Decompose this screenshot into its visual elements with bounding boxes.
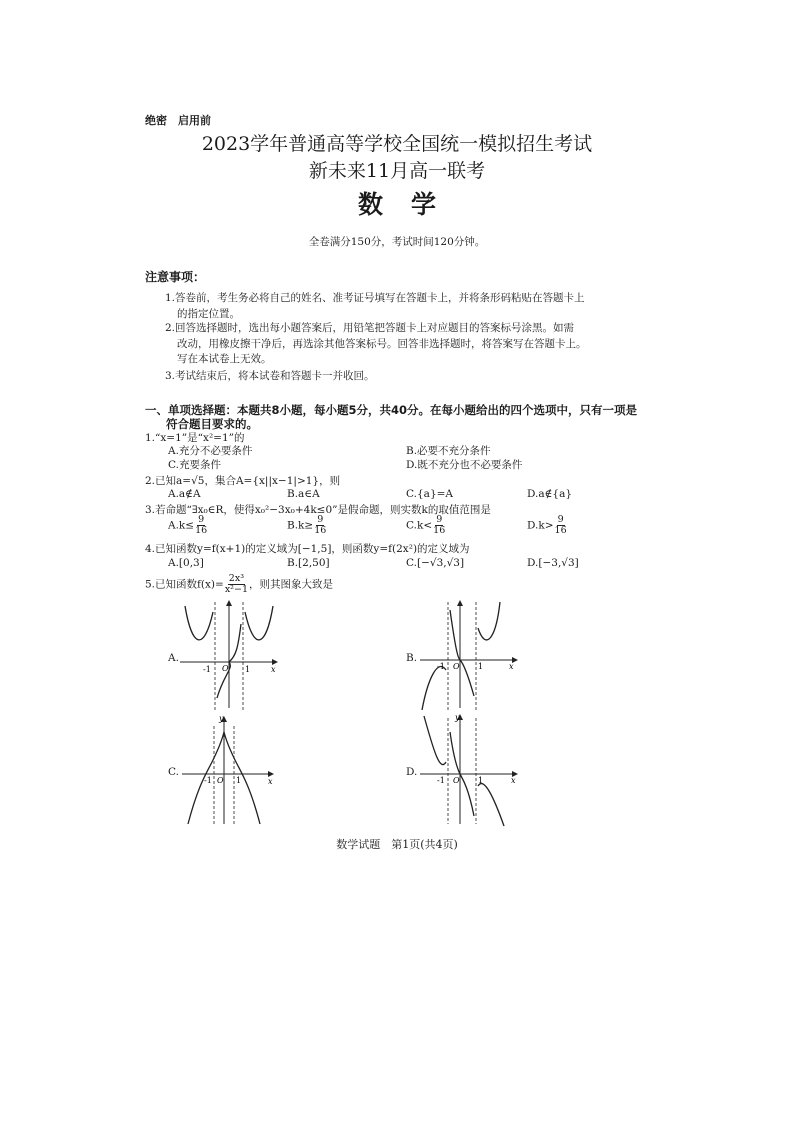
notice-item: 写在本试卷上无效。 xyxy=(177,353,272,365)
fraction-denominator: x²−1 xyxy=(224,583,248,595)
tick-label-one: 1 xyxy=(236,776,242,785)
fraction xyxy=(433,515,445,536)
q3-option-b xyxy=(287,515,327,536)
question-4-stem: 4.已知函数y=f(x+1)的定义域为[−1,5]，则函数y=f(2x²)的定义域为 xyxy=(145,543,470,555)
curve-left-branch xyxy=(422,666,446,710)
curve-right-branch xyxy=(478,784,504,826)
tick-label-neg-one: -1 xyxy=(437,662,445,671)
q3-option-c-prefix: C.k< xyxy=(406,519,433,532)
q3-option-a xyxy=(168,515,208,536)
tick-label-neg-one: -1 xyxy=(204,776,212,785)
x-axis-label: x xyxy=(509,662,514,671)
q5-option-b-label: B. xyxy=(406,652,418,664)
graph-option-c xyxy=(182,712,282,828)
question-1-stem: 1.“x=1”是“x²=1”的 xyxy=(145,432,245,444)
x-axis-label: x xyxy=(268,777,273,786)
origin-label: O xyxy=(453,662,460,671)
notice-item: 3.考试结束后，将本试卷和答题卡一并收回。 xyxy=(165,370,375,382)
origin-label: O xyxy=(453,776,460,785)
q3-option-a-prefix: A.k≤ xyxy=(168,519,195,532)
score-info: 全卷满分150分，考试时间120分钟。 xyxy=(308,236,486,248)
q5-stem-suffix: ，则其图象大致是 xyxy=(249,578,333,591)
y-axis-arrow-icon xyxy=(457,600,463,606)
fraction-denominator: 16 xyxy=(195,524,208,536)
tick-label-one: 1 xyxy=(245,665,251,674)
section-heading: 一、单项选择题：本题共8小题，每小题5分，共40分。在每小题给出的四个选项中，只有一项是 xyxy=(145,403,638,417)
curve-left-branch xyxy=(424,716,446,765)
tick-label-neg-one: -1 xyxy=(437,776,445,785)
notice-heading: 注意事项： xyxy=(145,270,206,284)
q5-option-c-label: C. xyxy=(168,766,179,778)
fraction-denominator: 16 xyxy=(554,524,567,536)
q4-option-c: C.[−√3,√3] xyxy=(406,557,465,569)
fraction-denominator: 16 xyxy=(314,524,327,536)
tick-label-neg-one: -1 xyxy=(203,665,211,674)
curve-middle-branch xyxy=(450,610,474,696)
graph-option-b xyxy=(420,598,520,714)
origin-label: O xyxy=(217,776,224,785)
notice-item: 的指定位置。 xyxy=(177,308,240,320)
fraction-numerator: 9 xyxy=(436,514,443,525)
confidential-label: 绝密 启用前 xyxy=(145,114,211,127)
q1-option-d: D.既不充分也不必要条件 xyxy=(406,459,523,471)
question-3-stem: 3.若命题“∃x₀∈R，使得x₀²−3x₀+4k≤0”是假命题，则实数k的取值范围是 xyxy=(145,504,491,516)
fraction-numerator: 9 xyxy=(198,514,205,525)
exam-title: 2023学年普通高等学校全国统一模拟招生考试 xyxy=(201,133,593,155)
subject-title: 数学 xyxy=(357,190,464,219)
q2-option-d: D.a∉{a} xyxy=(527,488,573,500)
q2-option-c: C.{a}=A xyxy=(406,488,453,500)
y-axis-label: y xyxy=(455,713,460,722)
q3-option-b-prefix: B.k≥ xyxy=(287,519,314,532)
q4-option-b: B.[2,50] xyxy=(287,557,330,569)
q3-option-d-prefix: D.k> xyxy=(527,519,554,532)
notice-item: 改动，用橡皮擦干净后，再选涂其他答案标号。回答非选择题时，将答案写在答题卡上。 xyxy=(177,338,587,350)
question-5-stem xyxy=(145,574,333,595)
q2-option-a: A.a∉A xyxy=(168,488,201,500)
y-axis-label: y xyxy=(219,714,224,723)
fraction xyxy=(555,515,567,536)
q1-option-b: B.必要不充分条件 xyxy=(406,445,491,457)
question-2-stem: 2.已知a=√5，集合A={x||x−1|>1}，则 xyxy=(145,475,341,487)
x-axis-label: x xyxy=(271,665,276,674)
q1-option-a: A.充分不必要条件 xyxy=(168,445,253,457)
curve-right-branch xyxy=(478,602,500,640)
section-heading-cont: 符合题目要求的。 xyxy=(166,417,258,431)
graph-option-d xyxy=(420,712,520,828)
q2-option-b: B.a∈A xyxy=(287,488,320,500)
q5-option-a-label: A. xyxy=(168,652,179,664)
exam-subtitle: 新未来11月高一联考 xyxy=(308,160,486,182)
fraction-numerator: 9 xyxy=(557,514,564,525)
origin-label: O xyxy=(222,664,229,673)
page-footer: 数学试题 第1页(共4页) xyxy=(336,838,458,851)
q4-option-a: A.[0,3] xyxy=(168,557,204,569)
fraction-denominator: 16 xyxy=(433,524,446,536)
q5-option-d-label: D. xyxy=(406,766,418,778)
notice-item: 1.答卷前，考生务必将自己的姓名、准考证号填写在答题卡上，并将条形码粘贴在答题卡上 xyxy=(165,292,585,304)
fraction-numerator: 2x³ xyxy=(228,573,245,584)
curve-right-branch xyxy=(245,606,273,640)
q5-stem-prefix: 5.已知函数f(x)= xyxy=(145,578,224,591)
q3-option-d xyxy=(527,515,568,536)
notice-item: 2.回答选择题时，选出每小题答案后，用铅笔把答题卡上对应题目的答案标号涂黑。如需 xyxy=(165,322,575,334)
x-axis-label: x xyxy=(511,776,516,785)
q1-option-c: C.充要条件 xyxy=(168,459,221,471)
q4-option-d: D.[−3,√3] xyxy=(527,557,579,569)
fraction xyxy=(195,515,207,536)
fraction xyxy=(225,574,248,595)
tick-label-one: 1 xyxy=(478,776,484,785)
fraction xyxy=(314,515,326,536)
q3-option-c xyxy=(406,515,446,536)
curve-left-branch xyxy=(185,606,213,640)
fraction-numerator: 9 xyxy=(317,514,324,525)
y-axis-arrow-icon xyxy=(226,600,232,606)
tick-label-one: 1 xyxy=(478,662,484,671)
graph-option-a xyxy=(180,598,280,714)
